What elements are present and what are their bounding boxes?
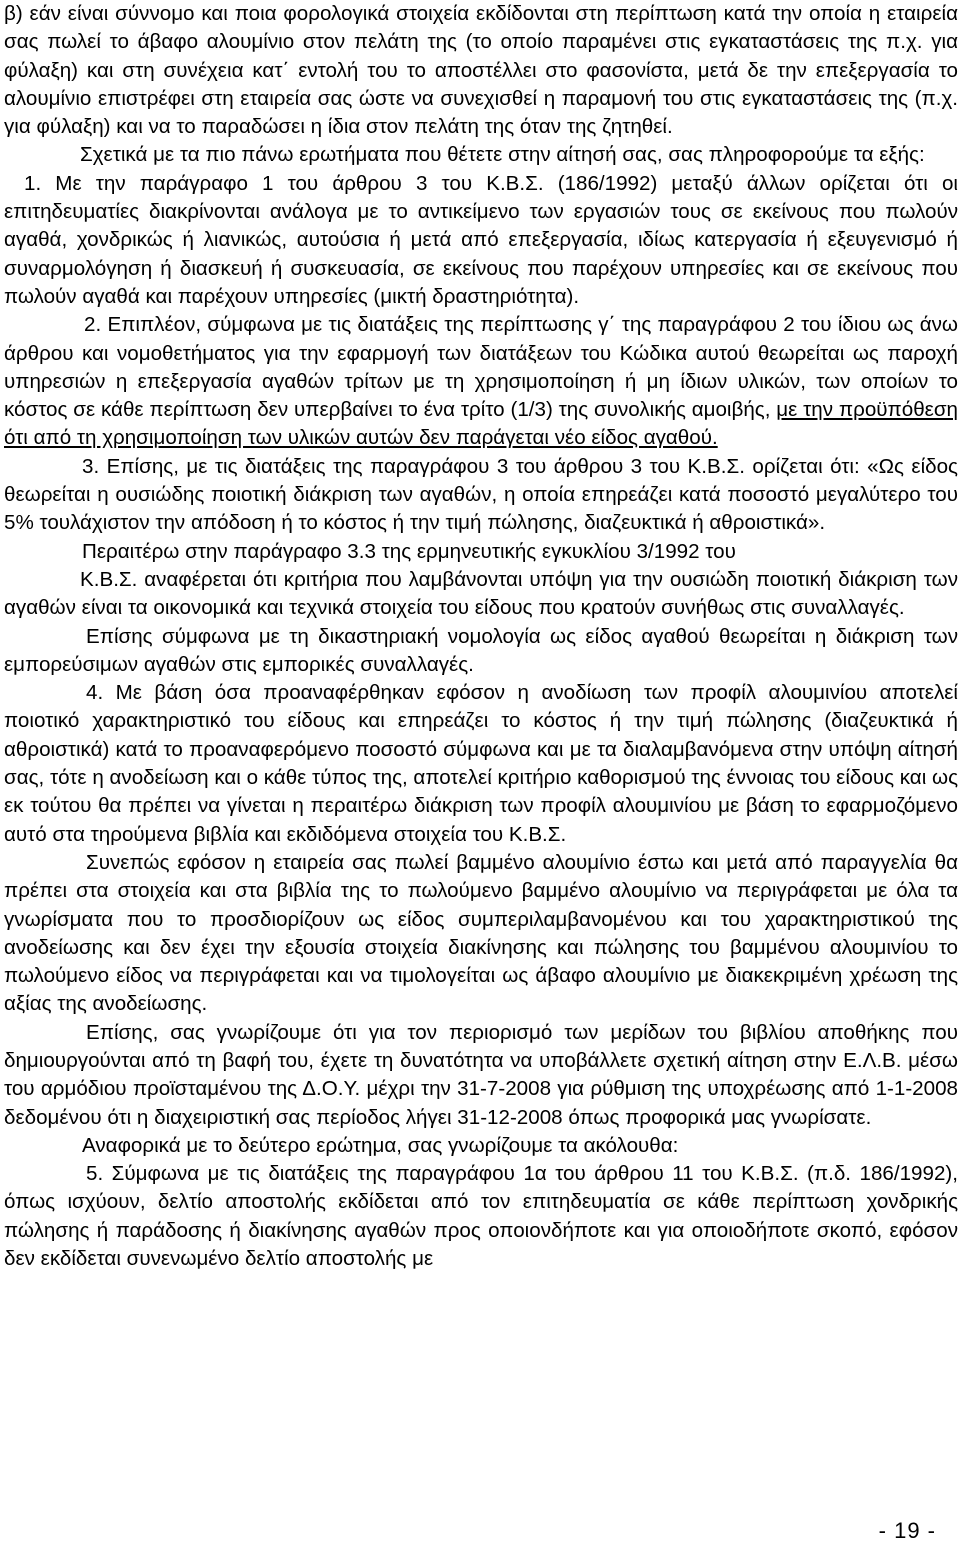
page-number: - 19 -	[878, 1518, 936, 1543]
paragraph-2	[4, 311, 958, 452]
paragraph-5: 5. Σύμφωνα με τις διατάξεις της παραγράφου 1α του άρθρου 11 του Κ.Β.Σ. (π.δ. 186/1992), όπως ισχύουν, δελτίο αποστολής εκδίδεται από τον επιτηδευματία σε κάθε περίπτωση χονδρικής πώλησης ή παράδοσης ή διακίνησης αγαθών προς οποιονδήποτε και για οποιοδήποτε σκοπό, εφόσον δεν εκδίδεται συνενωμένο δελτίο αποστολής με	[4, 1162, 958, 1271]
paragraph-consequently: Συνεπώς εφόσον η εταιρεία σας πωλεί βαμμένο αλουμίνιο έστω και μετά από παραγγελία θα πρέπει στα στοιχεία και στα βιβλία της το πωλούμενο βαμμένο αλουμίνιο να περιγράφεται με όλα τα γνωρίσματα που το προσδιορίζουν ως είδος συμπεριλαμβανομένου και του χαρακτηριστικού της ανοδείωσης και δεν έχει την εξουσία στοιχεία διακίνησης και πώλησης του βαμμένου αλουμινίου το πωλούμενο είδος να περιγράφεται και να τιμολογείται ως άβαφο αλουμίνιο με διακεκριμένη χρέωση της αξίας της ανοδείωσης.	[4, 850, 958, 1016]
paragraph-2-underlined: με την προϋπόθεση ότι από τη χρησιμοποίηση των υλικών αυτών δεν παράγεται νέο είδος αγαθού.	[4, 398, 958, 450]
paragraph-1-head: 1. Με την παράγραφο 1 του άρθρου 3 του Κ.Β.Σ.	[24, 171, 544, 195]
paragraph-3: 3. Επίσης, με τις διατάξεις της παραγράφου 3 του άρθρου 3 του Κ.Β.Σ. ορίζεται ότι: «Ως είδος θεωρείται η ουσιώδης ποιοτική διάκριση των αγαθών, η οποία επηρεάζει κατά ποσοστό μεγαλύτερο του 5% τουλάχιστον την απόδοση ή το κόστος ή την τιμή πώλησης, διαζευκτικά ή αθροιστικά».	[4, 454, 958, 535]
paragraph-4: 4. Με βάση όσα προαναφέρθηκαν εφόσον η ανοδίωση των προφίλ αλουμινίου αποτελεί ποιοτικό χαρακτηριστικό του είδους και επηρεάζει το κόστος ή την τιμή πώλησης (διαζευκτικά ή αθροιστικά) κατά το προαναφερόμενο ποσοστό σύμφωνα και με τα διαλαμβανόμενα στην υπόψη αίτησή σας, τότε η ανοδείωση και ο κάθε τύπος της, αποτελεί κριτήριο καθορισμού της έννοιας του είδους και ως εκ τούτου θα πρέπει να γίνεται η περαιτέρω διάκριση των προφίλ αλουμινίου με βάση το εφαρμοζόμενο αυτό στα τηρούμενα βιβλία και εκδιδόμενα στοιχεία του Κ.Β.Σ.	[4, 681, 959, 846]
paragraph-b-question: β) εάν είναι σύννομο και ποια φορολογικά στοιχεία εκδίδονται στη περίπτωση κατά την οποία η εταιρεία σας πωλεί το άβαφο αλουμίνιο στον πελάτη της (το οποίο παραμένει στις εγκαταστάσεις της π.χ. για φύλαξη) και στη συνέχεια κατ΄ εντολή του το αποστέλλει στο φασονίστα, μετά δε την επεξεργασία το αλουμίνιο επιστρέφει στη εταιρεία σας ώστε να συνεχισθεί η παραμονή του στις εγκαταστάσεις της (π.χ. για φύλαξη) και να το παραδώσει η ίδια στον πελάτη της όταν της ζητηθεί.	[4, 2, 958, 139]
paragraph-second-question: Αναφορικά με το δεύτερο ερώτημα, σας γνωρίζουμε τα ακόλουθα:	[82, 1133, 679, 1157]
paragraph-case-law: Επίσης σύμφωνα με τη δικαστηριακή νομολογία ως είδος αγαθού θεωρείται η διάκριση των εμπορεύσιμων αγαθών στις εμπορικές συναλλαγές.	[4, 624, 958, 676]
document-body	[4, 0, 958, 1273]
paragraph-circular-line1: Περαιτέρω στην παράγραφο 3.3 της ερμηνευτικής εγκυκλίου 3/1992 του	[82, 539, 736, 563]
paragraph-1-body: (186/1992) μεταξύ άλλων ορίζεται ότι οι επιτηδευματίες διακρίνονται ανάλογα με το αντικείμενο των εργασιών τους σε εκείνους που πωλούν αγαθά, χονδρικώς ή λιανικώς, αυτούσια ή μετά από επεξεργασία, ιδίως κατεργασία ή εξευγενισμό ή συναρμολόγηση ή διασκευή ή συσκευασία, σε εκείνους που παρέχουν υπηρεσίες και σε εκείνους που πωλούν αγαθά και παρέχουν υπηρεσίες (μικτή δραστηριότητα).	[4, 171, 959, 308]
document-page	[4, 0, 958, 1273]
paragraph-2-main: 2. Επιπλέον, σύμφωνα με τις διατάξεις της περίπτωσης γ΄ της παραγράφου 2 του ίδιου ως άνω άρθρου και νομοθετήματος για την εφαρμογή των διατάξεων του Κώδικα αυτού θεωρείται ως παροχή υπηρεσιών η επεξεργασία αγαθών τρίτων με τη χρησιμοποίηση ή μη ίδιων υλικών, των οποίων το κόστος σε κάθε περίπτωση δεν υπερβαίνει το ένα τρίτο (1/3) της συνολικής αμοιβής,	[4, 313, 958, 422]
paragraph-1	[4, 170, 958, 311]
paragraph-also: Επίσης, σας γνωρίζουμε ότι για τον περιορισμό των μερίδων του βιβλίου αποθήκης που δημιουργούνται από τη βαφή του, έχετε τη δυνατότητα να υποβάλλετε σχετική αίτηση στην Ε.Λ.Β. μέσω του αρμόδιου προϊσταμένου της Δ.Ο.Υ. μέχρι την 31-7-2008 για ρύθμιση της υποχρέωσης από 1-1-2008 δεδομένου ότι η διαχειριστική σας περίοδος λήγει 31-12-2008 όπως προφορικά μας γνωρίσατε.	[4, 1020, 958, 1129]
paragraph-circular-rest: Κ.Β.Σ. αναφέρεται ότι κριτήρια που λαμβάνονται υπόψη για την ουσιώδη ποιοτική διάκριση των αγαθών είναι τα οικονομικά και τεχνικά στοιχεία του είδους που κρατούν συνήθως στις συναλλαγές.	[4, 567, 958, 620]
paragraph-intro: Σχετικά με τα πιο πάνω ερωτήματα που θέτετε στην αίτησή σας, σας πληροφορούμε τα εξής:	[80, 143, 925, 167]
